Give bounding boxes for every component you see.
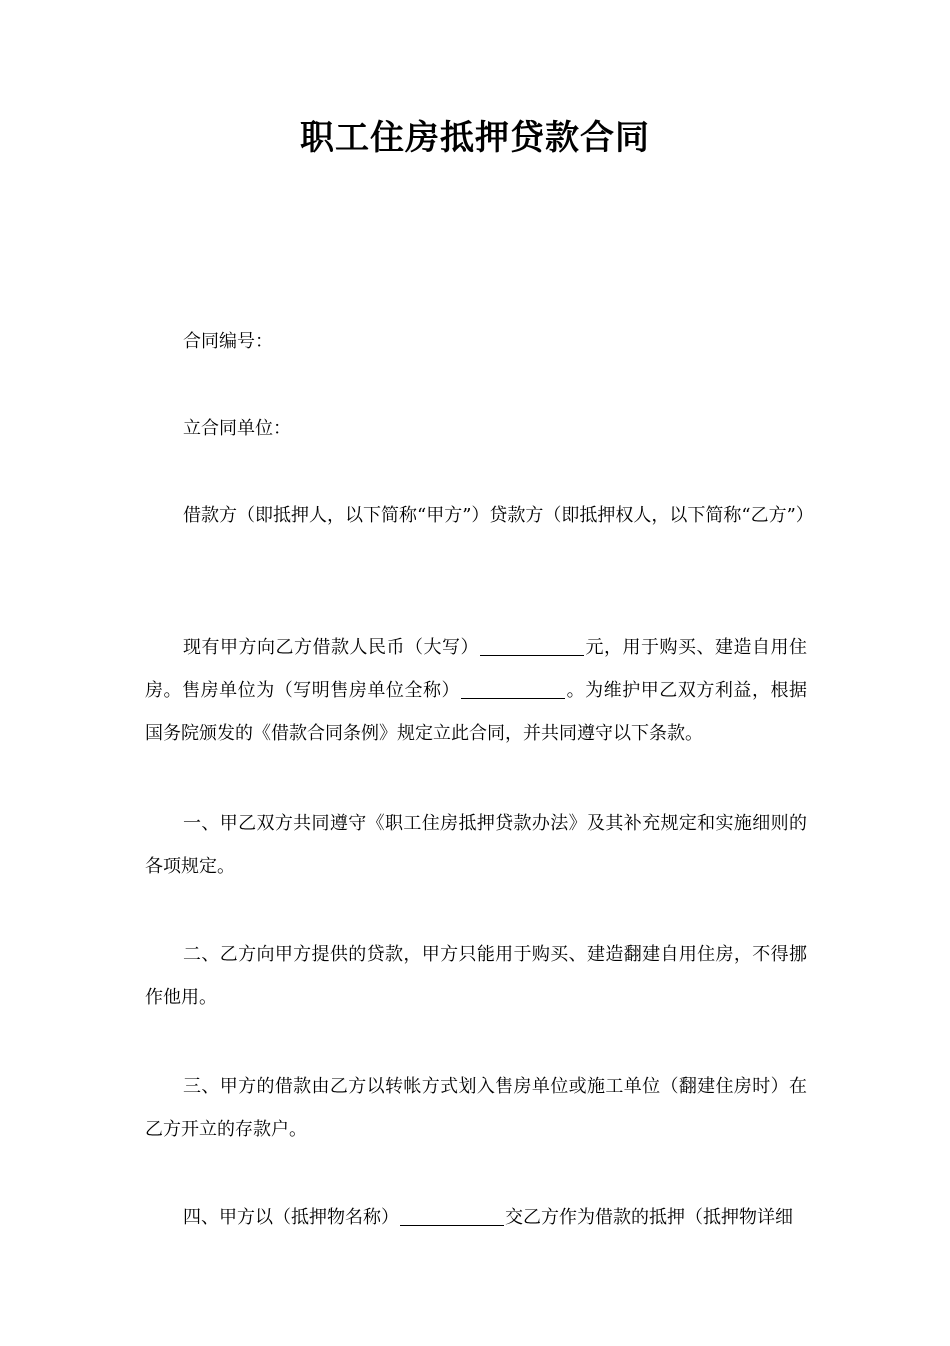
clause-3: 三、甲方的借款由乙方以转帐方式划入售房单位或施工单位（翻建住房时）在乙方开立的存款户。 [145, 1076, 807, 1140]
party-unit-label: 立合同单位： [183, 418, 291, 439]
parties-paragraph: 借款方（即抵押人，以下简称“甲方”）贷款方（即抵押权人，以下简称“乙方”） [183, 505, 814, 526]
seller-name-blank [461, 678, 565, 699]
clause-4-text-2: 交乙方作为借款的抵押（抵押物详细 [505, 1207, 793, 1228]
intro-text-3: 。为维护甲乙双方利益，根据国务院颁发的《借款合同条例》规定立此合同，并共同遵守以下条款。 [145, 680, 808, 744]
document-title: 职工住房抵押贷款合同 [300, 118, 650, 158]
clause-2: 二、乙方向甲方提供的贷款，甲方只能用于购买、建造翻建自用住房，不得挪作他用。 [145, 944, 807, 1008]
collateral-name-blank [400, 1205, 504, 1226]
clause-1: 一、甲乙双方共同遵守《职工住房抵押贷款办法》及其补充规定和实施细则的各项规定。 [145, 813, 807, 877]
clause-4-text-1: 四、甲方以（抵押物名称） [183, 1207, 399, 1228]
intro-text-1: 现有甲方向乙方借款人民币（大写） [183, 637, 479, 658]
clause-4 [145, 1196, 807, 1239]
intro-text-2: 元，用于购买、建造自用住房。售房单位为（写明售房单位全称） [145, 637, 807, 701]
loan-amount-blank [480, 635, 584, 656]
contract-number-label: 合同编号： [183, 331, 273, 352]
intro-paragraph [145, 626, 807, 755]
